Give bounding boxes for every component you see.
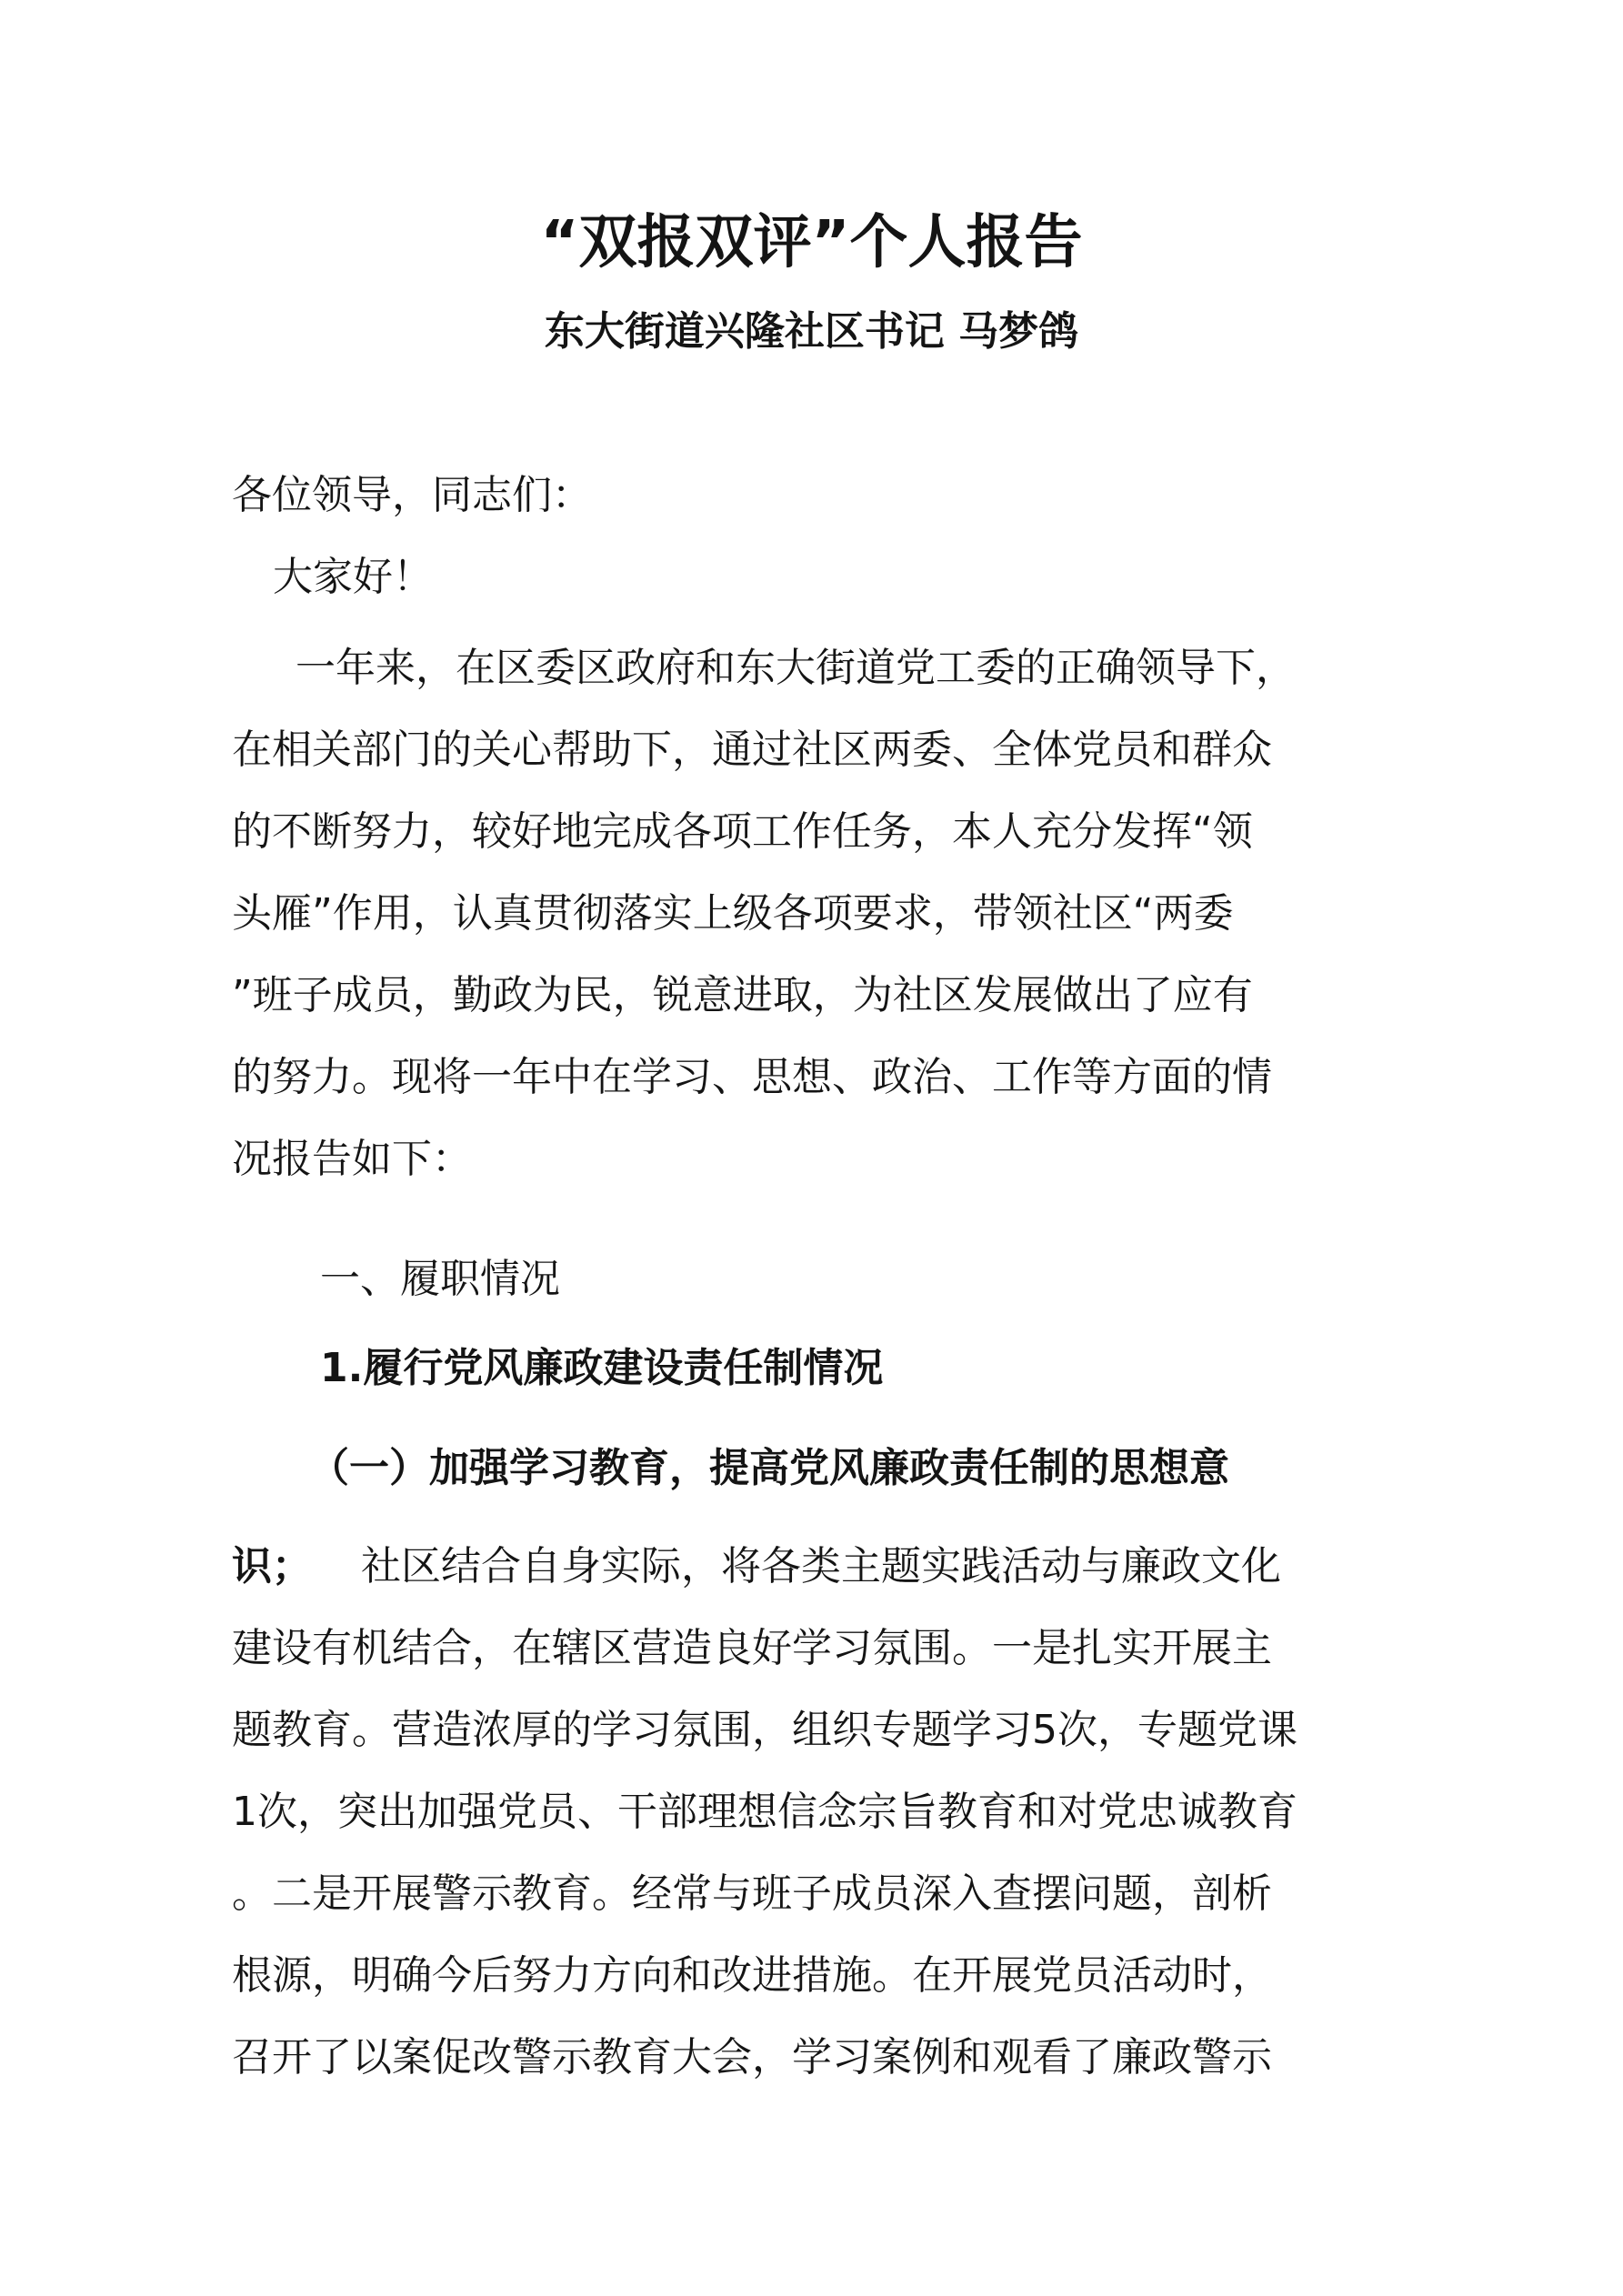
intro-line: 在相关部门的关心帮助下，通过社区两委、全体党员和群众 — [232, 727, 1272, 773]
sub-item-text: 社区结合自身实际，将各类主题实践活动与廉政文化 — [361, 1543, 1281, 1589]
body-line: 召开了以案促改警示教育大会，学习案例和观看了廉政警示 — [232, 2034, 1272, 2080]
intro-line: 的不断努力，较好地完成各项工作任务，本人充分发挥“领 — [232, 808, 1253, 855]
subsection-heading: 1.履行党风廉政建设责任制情况 — [320, 1345, 884, 1391]
body-line: 题教育。营造浓厚的学习氛围，组织专题学习5次，专题党课 — [232, 1707, 1297, 1753]
body-line: 。二是开展警示教育。经常与班子成员深入查摆问题，剖析 — [232, 1870, 1272, 1917]
sub-item-heading: （一）加强学习教育，提高党风廉政责任制的思想意 — [309, 1445, 1229, 1491]
sub-item-line — [232, 1526, 1281, 1608]
intro-line: ”班子成员，勤政为民，锐意进取，为社区发展做出了应有 — [232, 972, 1253, 1018]
body-line: 根源，明确今后努力方向和改进措施。在开展党员活动时， — [232, 1952, 1272, 1999]
salutation: 各位领导，同志们： — [232, 472, 592, 518]
greeting: 大家好！ — [273, 554, 433, 600]
intro-line: 头雁”作用，认真贯彻落实上级各项要求，带领社区“两委 — [232, 890, 1234, 937]
intro-line: 的努力。现将一年中在学习、思想、政治、工作等方面的情 — [232, 1054, 1272, 1100]
document-subtitle: 东大街道兴隆社区书记 马梦鸽 — [544, 308, 1079, 355]
body-line: 建设有机结合，在辖区营造良好学习氛围。一是扎实开展主 — [232, 1625, 1272, 1671]
section-heading: 一、履职情况 — [320, 1256, 560, 1302]
intro-line: 况报告如下： — [232, 1136, 472, 1182]
intro-line: 一年来，在区委区政府和东大街道党工委的正确领导下， — [296, 645, 1296, 691]
document-title: “双报双评”个人报告 — [540, 209, 1083, 276]
sub-item-heading-end: 识； — [232, 1543, 312, 1589]
body-line: 1次，突出加强党员、干部理想信念宗旨教育和对党忠诚教育 — [232, 1789, 1297, 1835]
